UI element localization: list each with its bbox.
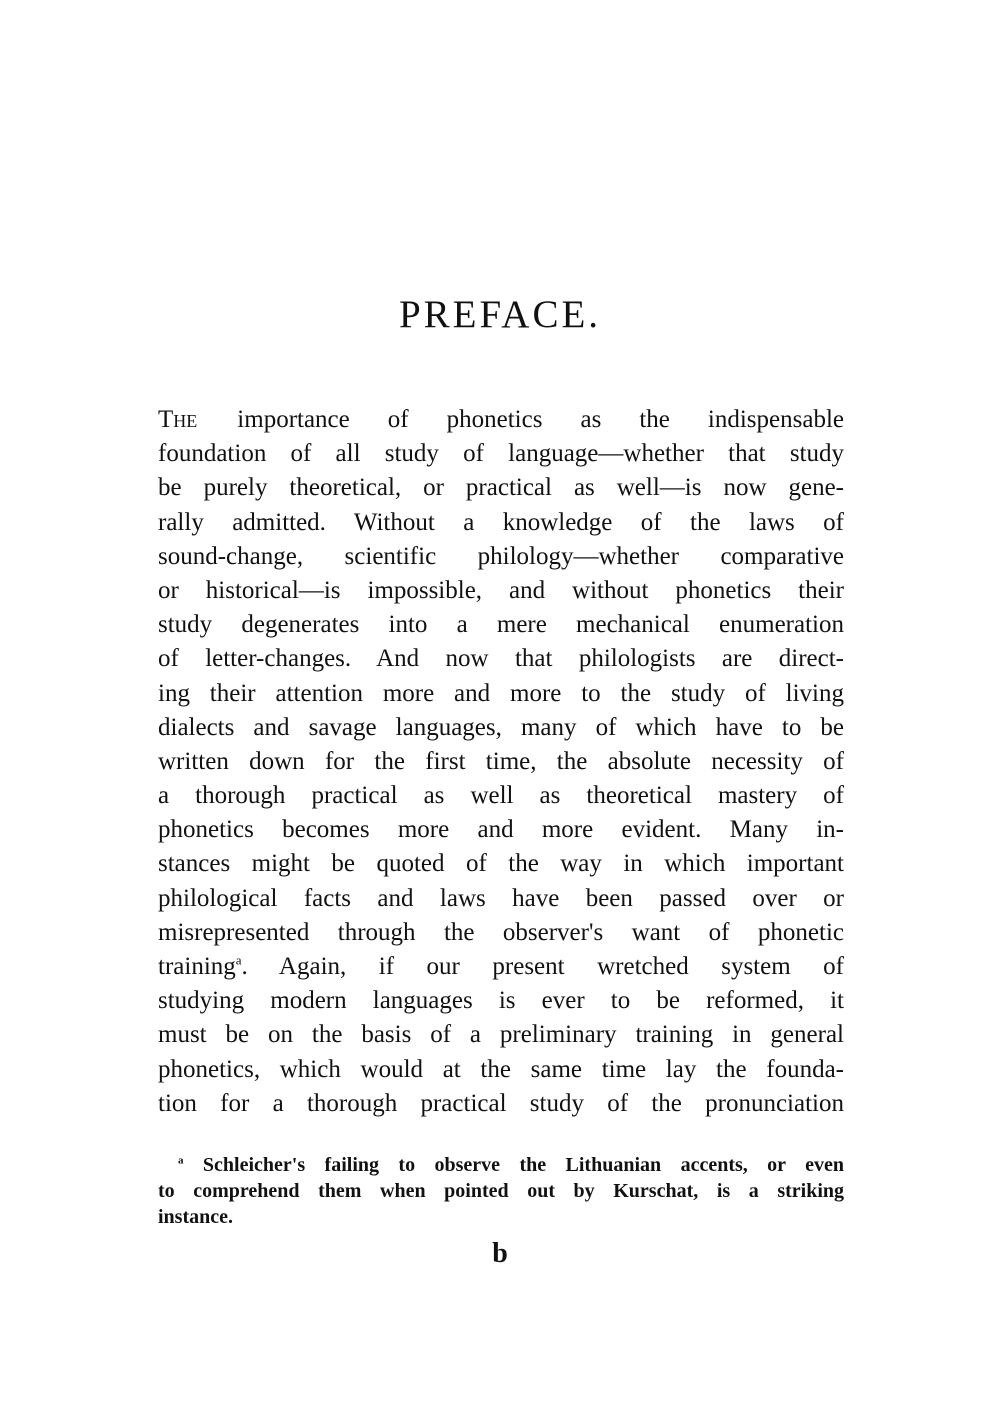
footnote-line: instance. xyxy=(158,1206,233,1228)
body-line: a thorough practical as well as theoretical mastery of xyxy=(158,782,844,810)
body-line: phonetics, which would at the same time lay the founda- xyxy=(158,1055,844,1083)
footnote-line xyxy=(158,1152,844,1178)
body-line: of letter-changes. And now that philologists are direct- xyxy=(158,645,844,673)
body-line: phonetics becomes more and more evident. Many in- xyxy=(158,816,844,844)
body-line: philological facts and laws have been passed over or xyxy=(158,884,844,912)
body-line: misrepresented through the observer's want of phonetic xyxy=(158,918,844,946)
body-line: foundation of all study of language—whether that study xyxy=(158,440,844,468)
body-line: or historical—is impossible, and without phonetics their xyxy=(158,576,844,604)
body-line-text: training xyxy=(158,953,236,980)
footnote-reference: a xyxy=(235,952,242,968)
body-line: sound-change, scientific philology—whether comparative xyxy=(158,542,844,570)
body-line xyxy=(158,403,844,437)
body-line: tion for a thorough practical study of the pronunciation xyxy=(158,1089,844,1117)
body-line: studying modern languages is ever to be reformed, it xyxy=(158,987,844,1015)
page-title: PREFACE. xyxy=(398,293,602,336)
body-line: dialects and savage languages, many of which have to be xyxy=(158,713,844,741)
body-line: stances might be quoted of the way in which important xyxy=(158,850,844,878)
body-line: must be on the basis of a preliminary training in general xyxy=(158,1021,844,1049)
lead-word: The xyxy=(158,406,198,433)
body-line-text: importance of phonetics as the indispensable xyxy=(237,406,844,433)
body-line-text: . Again, if our present wretched system of xyxy=(241,953,844,980)
footnote xyxy=(158,1152,844,1230)
footnote-line: to comprehend them when pointed out by Kurschat, is a striking xyxy=(158,1180,844,1202)
body-line: study degenerates into a mere mechanical enumeration xyxy=(158,611,844,639)
body-line: written down for the first time, the absolute necessity of xyxy=(158,747,844,775)
body-line: ing their attention more and more to the study of living xyxy=(158,679,844,707)
body-line: rally admitted. Without a knowledge of the laws of xyxy=(158,508,844,536)
body-line: be purely theoretical, or practical as well—is now gene- xyxy=(158,474,844,502)
signature-mark: b xyxy=(492,1238,508,1269)
preface-body xyxy=(158,403,844,1121)
body-line xyxy=(158,950,844,984)
footnote-text: Schleicher's failing to observe the Lithuanian accents, or even xyxy=(202,1154,844,1176)
footnote-marker: a xyxy=(178,1154,184,1167)
